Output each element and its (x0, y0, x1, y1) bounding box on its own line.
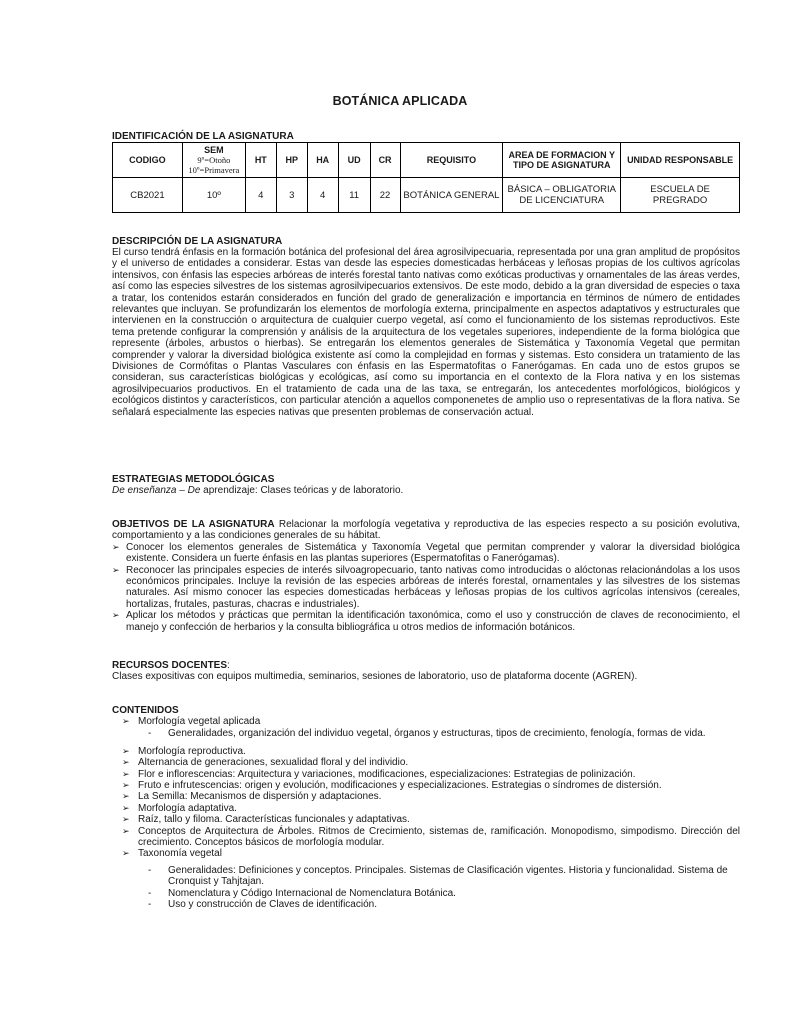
list-item (112, 769, 740, 780)
list-item (148, 864, 740, 888)
cell-hp: 3 (276, 178, 307, 213)
header-sem (182, 143, 245, 178)
list-item (112, 780, 740, 791)
objetivos-section (112, 519, 740, 633)
contenido-text: Raíz, tallo y filoma. Características funcionales y adaptativas. (138, 814, 410, 826)
arrow-bullet-icon: ➢ (122, 757, 130, 768)
identification-table (112, 142, 740, 213)
cell-ht: 4 (245, 178, 276, 213)
arrow-bullet-icon: ➢ (122, 825, 130, 836)
contenidos-list-cont (112, 746, 740, 860)
contenido-text: La Semilla: Mecanismos de dispersión y adaptaciones. (138, 791, 382, 803)
arrow-bullet-icon: ➢ (122, 716, 130, 726)
contenido-text: Flor e inflorescencias: Arquitectura y variaciones, modificaciones, especializaciones: Estrategias de polinización. (138, 768, 636, 780)
objetivo-text: Conocer los elementos generales de Sistemática y Taxonomía Vegetal que permitan comprender y valorar la diversidad biológica existente. Considera un fuerte énfasis en las plantas superiores (Espermatofitas o Fanerógamas). (126, 541, 740, 565)
contenidos-list (112, 716, 740, 727)
objetivos-intro: Relacionar la morfología vegetativa y reproductiva de las especies respecto a su posición evolutiva, comportamiento y a las condiciones generales de su hábitat. (112, 519, 740, 542)
cell-requisito: BOTÁNICA GENERAL (400, 178, 503, 213)
header-unidad: UNIDAD RESPONSABLE (621, 143, 740, 178)
header-sem-title: SEM (204, 145, 224, 155)
arrow-bullet-icon: ➢ (122, 814, 130, 825)
arrow-bullet-icon: ➢ (122, 780, 130, 791)
list-item (112, 848, 740, 859)
header-cr: CR (370, 143, 400, 178)
dash-bullet: - (148, 864, 152, 876)
recursos-colon: : (227, 660, 230, 671)
list-item (112, 746, 740, 757)
descripcion-section (112, 236, 740, 418)
header-ud: UD (338, 143, 370, 178)
contenido-text: Taxonomía vegetal (138, 848, 222, 860)
cell-cr: 22 (370, 178, 400, 213)
contenido-text: Alternancia de generaciones, sexualidad floral y del individio. (138, 757, 409, 769)
arrow-bullet-icon: ➢ (112, 564, 120, 575)
cell-ud: 11 (338, 178, 370, 213)
objetivo-text: Aplicar los métodos y prácticas que permitan la identificación taxonómica, como el uso y construcción de claves de reconocimiento, el manejo y confección de herbarios y la consulta bibliográfica u otros medios de información botánicos. (126, 610, 740, 633)
list-item (148, 887, 740, 899)
morfologia-sublist (112, 728, 740, 739)
dash-bullet: - (148, 899, 152, 911)
recursos-text: Clases expositivas con equipos multimedia, seminarios, sesiones de laboratorio, uso de plataforma docente (AGREN). (112, 671, 638, 683)
list-item (112, 716, 740, 727)
cell-area: BÁSICA – OBLIGATORIA DE LICENCIATURA (503, 178, 621, 213)
recursos-section (112, 660, 740, 683)
identificacion-heading: IDENTIFICACIÓN DE LA ASIGNATURA (112, 131, 294, 142)
sub-item-text: Uso y construcción de Claves de identificación. (168, 899, 377, 911)
contenido-text: Morfología adaptativa. (138, 802, 237, 814)
list-item (148, 899, 740, 911)
header-sem-otono: 9º=Otoño (197, 155, 231, 165)
descripcion-text: El curso tendrá énfasis en la formación botánica del profesional del área agrosilvipecuaria, representada por una gran amplitud de propósitos y el universo de entidades a considerar. Estas van desde las especies domesticadas herbáceas y leñosas propias de los cultivos agrícolas intensivos, con énfasis las especies arbóreas de interés forestal tanto nativas como exóticas productivas y ornamentales de las áreas verdes, así como las especies silvestres de los sistemas agrosilvipecuarios extensivos. De este modo, debido a la gran diversidad de especies o taxa a tratar, los contenidos estarán considerados en función del grado de generalización e importancia en términos de número de entidades relevantes que incluyan. Se profundizarán los elementos de morfología externa, principalmente en aspectos adaptativos y estructurales que intervienen en la construcción o arquitectura de cualquier cuerpo vegetal, así como el funcionamiento de los sistemas reproductivos. Este tema pretende configurar la comprensión y análisis de la arquitectura de los vegetales superiores, independiente de la forma biológica que represente (árboles, arbustos o hierbas). Se entregarán los elementos generales de Sistemática y Taxonomía Vegetal que permitan comprender y valorar la diversidad biológica existente así como la complejidad en formas y sistemas. Esto considera un tratamiento de las Divisiones de Cormófitas o Plantas Vasculares con énfasis en las Espermatofitas o Fanerógamas. En cada uno de estos grupos se consideran, sus características biológicas y ecológicas, así como su importancia en el contexto de la Flora nativa y en los sistemas agrosilvipecuarios productivos. En el tratamiento de cada una de las taxa, se entregarán, los antecedentes morfológicos, biológicos y ecológicos distintos y característicos, con particular atención a aquellos componenetes de amplio uso o representativas de la flora nativa. Se señalará especialmente las especies nativas que presenten problemas de conservación actual. (112, 247, 740, 418)
contenido-text: Conceptos de Arquitectura de Árboles. Ritmos de Crecimiento, sistemas de, ramificación. Monopodismo, simpodismo. Dirección del crecimiento. Conceptos básicos de morfología modular. (138, 825, 740, 849)
estrategias-section (112, 474, 740, 496)
recursos-heading: RECURSOS DOCENTES (112, 660, 228, 671)
table-row (113, 178, 740, 213)
sub-item-text: Generalidades, organización del individuo vegetal, órganos y estructuras, tipos de crecimiento, fenología, formas de vida. (168, 728, 706, 740)
list-item (112, 565, 740, 611)
arrow-bullet-icon: ➢ (112, 541, 120, 552)
list-item (148, 728, 740, 740)
arrow-bullet-icon: ➢ (122, 802, 130, 813)
estrategias-rest: aprendizaje: Clases teóricas y de laboratorio. (200, 485, 404, 496)
contenido-text: Morfología reproductiva. (138, 745, 246, 757)
header-hp: HP (276, 143, 307, 178)
contenidos-heading: CONTENIDOS (112, 705, 179, 716)
objetivos-intro-line (112, 519, 740, 542)
dash-bullet: - (148, 887, 152, 899)
objetivos-list (112, 542, 740, 633)
objetivos-heading: OBJETIVOS DE LA ASIGNATURA (112, 519, 275, 530)
header-ht: HT (245, 143, 276, 178)
dash-bullet: - (148, 728, 152, 740)
taxonomia-sublist (112, 865, 740, 911)
header-area: AREA DE FORMACION Y TIPO DE ASIGNATURA (503, 143, 621, 178)
header-codigo: CODIGO (113, 143, 183, 178)
list-item (112, 814, 740, 825)
cell-codigo: CB2021 (113, 178, 183, 213)
cell-unidad: ESCUELA DE PREGRADO (621, 178, 740, 213)
arrow-bullet-icon: ➢ (122, 768, 130, 779)
list-item (112, 542, 740, 565)
objetivo-text: Reconocer las principales especies de interés silvoagropecuario, tanto nativas como introducidas o alóctonas relacionándolas a los usos económicos principales. Incluye la revisión de las especies arbóreas de interés forestal, ornamentales y las silvestres de los sistemas naturales. Así mismo conocer las especies domesticadas herbáceas y leñosas propias de los cultivos agrícolas intensivos (cereales, hortalizas, frutales, pasturas, chacras e industriales). (126, 564, 740, 610)
recursos-heading-line (112, 660, 740, 671)
list-item (112, 610, 740, 633)
descripcion-heading: DESCRIPCIÓN DE LA ASIGNATURA (112, 236, 283, 247)
header-requisito: REQUISITO (400, 143, 503, 178)
sub-item-text: Nomenclatura y Código Internacional de Nomenclatura Botánica. (168, 887, 456, 899)
contenidos-section (112, 705, 740, 911)
sub-item-text: Generalidades: Definiciones y conceptos. Principales. Sistemas de Clasificación vigentes. Historia y funcionalidad. Sistema de Cronquist y Tahjtajan. (168, 864, 728, 888)
cell-sem: 10º (182, 178, 245, 213)
contenido-text: Fruto e infrutescencias: origen y evolución, modificaciones y especializaciones. Estrategias o síndromes de distersión. (138, 780, 662, 792)
arrow-bullet-icon: ➢ (122, 745, 130, 756)
list-item (112, 791, 740, 802)
contenido-text: Morfología vegetal aplicada (138, 716, 261, 727)
arrow-bullet-icon: ➢ (122, 791, 130, 802)
header-ha: HA (307, 143, 338, 178)
arrow-bullet-icon: ➢ (112, 610, 120, 621)
page-title: BOTÁNICA APLICADA (332, 94, 468, 108)
estrategias-text (112, 485, 740, 496)
arrow-bullet-icon: ➢ (122, 848, 130, 859)
cell-ha: 4 (307, 178, 338, 213)
header-sem-primavera: 10º=Primavera (188, 165, 240, 175)
table-header-row (113, 143, 740, 178)
list-item (112, 826, 740, 849)
estrategias-heading: ESTRATEGIAS METODOLÓGICAS (112, 474, 275, 485)
list-item (112, 757, 740, 768)
list-item (112, 803, 740, 814)
estrategias-italic: De enseñanza – De (112, 485, 201, 496)
